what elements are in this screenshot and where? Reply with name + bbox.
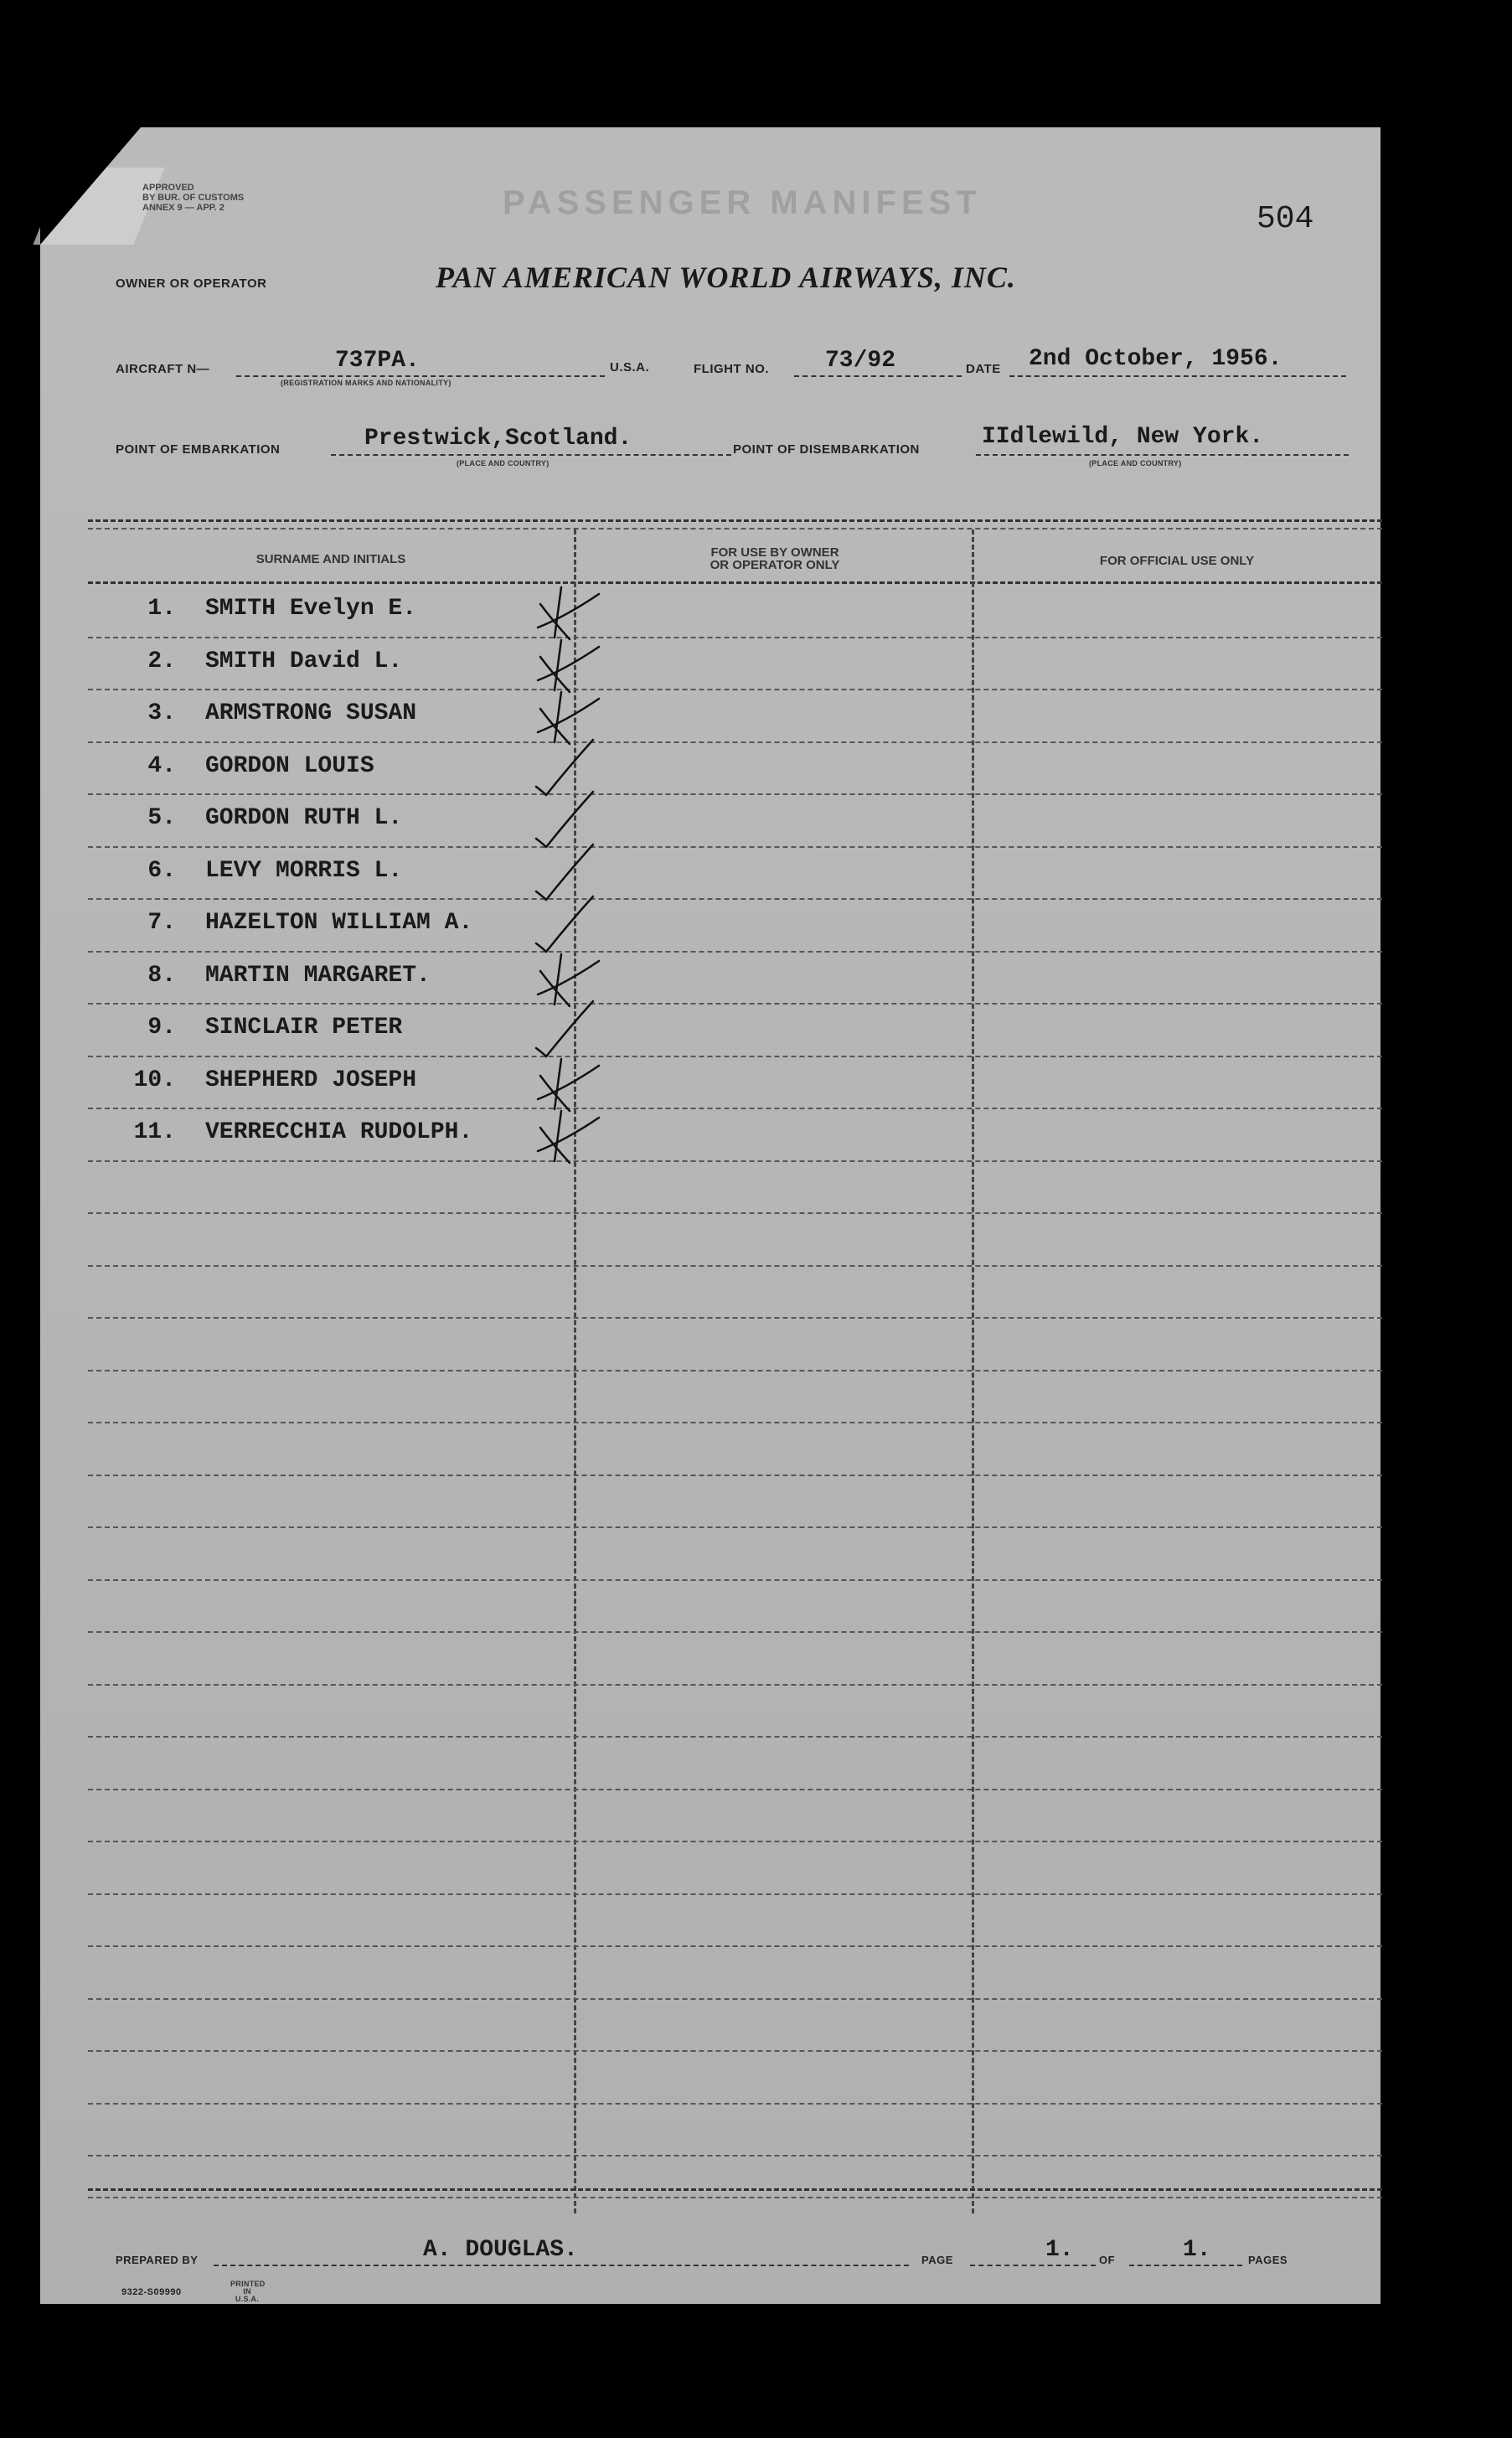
table-bottom-rule bbox=[88, 2188, 1382, 2191]
usa-label: U.S.A. bbox=[610, 360, 650, 374]
prepared-by-value: A. DOUGLAS. bbox=[423, 2237, 578, 2263]
passenger-number: 11. bbox=[133, 1119, 176, 1145]
passenger-name: SMITH Evelyn E. bbox=[205, 596, 417, 622]
disembarkation-sublabel: (PLACE AND COUNTRY) bbox=[1089, 459, 1182, 467]
table-top-rule bbox=[88, 519, 1382, 522]
of-value: 1. bbox=[1183, 2237, 1211, 2263]
row-rule bbox=[88, 846, 1382, 848]
passenger-name: HAZELTON WILLIAM A. bbox=[205, 910, 473, 936]
operator-name: PAN AMERICAN WORLD AIRWAYS, INC. bbox=[436, 261, 1016, 294]
row-rule bbox=[88, 2103, 1382, 2105]
owner-label: OWNER OR OPERATOR bbox=[116, 276, 267, 291]
column-divider-2 bbox=[972, 529, 974, 2213]
passenger-name: SHEPHERD JOSEPH bbox=[205, 1067, 417, 1093]
disembarkation-label: POINT OF DISEMBARKATION bbox=[733, 442, 920, 457]
passenger-number: 2. bbox=[147, 648, 176, 674]
passenger-number: 1. bbox=[147, 596, 176, 622]
disembarkation-value: IIdlewild, New York. bbox=[982, 424, 1264, 450]
passenger-name: VERRECCHIA RUDOLPH. bbox=[205, 1119, 473, 1145]
row-rule bbox=[88, 1526, 1382, 1528]
col-head-owner-use: FOR USE BY OWNER OR OPERATOR ONLY bbox=[710, 545, 840, 572]
aircraft-sublabel: (REGISTRATION MARKS AND NATIONALITY) bbox=[281, 379, 452, 387]
printer-mark: PRINTED IN U.S.A. bbox=[230, 2280, 266, 2303]
date-underline bbox=[1009, 375, 1346, 377]
row-rule bbox=[88, 689, 1382, 690]
row-rule bbox=[88, 898, 1382, 900]
prepared-underline bbox=[214, 2265, 909, 2266]
page-number: 504 bbox=[1257, 201, 1314, 237]
row-rule bbox=[88, 1003, 1382, 1005]
row-rule bbox=[88, 1422, 1382, 1423]
passenger-number: 7. bbox=[147, 910, 176, 936]
prepared-by-label: PREPARED BY bbox=[116, 2254, 199, 2266]
row-rule bbox=[88, 2155, 1382, 2156]
row-rule bbox=[88, 1370, 1382, 1371]
passenger-name: SINCLAIR PETER bbox=[205, 1015, 403, 1041]
passenger-number: 5. bbox=[147, 805, 176, 831]
row-rule bbox=[88, 1789, 1382, 1790]
row-rule bbox=[88, 1212, 1382, 1214]
form-reference: APPROVED BY BUR. OF CUSTOMS ANNEX 9 — APP. 2 bbox=[142, 183, 245, 213]
aircraft-underline bbox=[236, 375, 605, 377]
page-underline bbox=[970, 2265, 1096, 2266]
row-rule bbox=[88, 1160, 1382, 1162]
passenger-number: 6. bbox=[147, 857, 176, 884]
cross-mark-icon bbox=[528, 1103, 637, 1170]
form-number: 9322-S09990 bbox=[121, 2287, 182, 2297]
passenger-name: ARMSTRONG SUSAN bbox=[205, 700, 417, 726]
passenger-number: 8. bbox=[147, 962, 176, 989]
pages-label: PAGES bbox=[1248, 2254, 1288, 2266]
flight-label: FLIGHT NO. bbox=[694, 362, 769, 376]
page-corner-cut bbox=[40, 127, 141, 245]
flight-value: 73/92 bbox=[825, 348, 896, 374]
page-label: PAGE bbox=[921, 2254, 953, 2266]
table-bottom-rule-2 bbox=[88, 2197, 1382, 2198]
passenger-name: GORDON LOUIS bbox=[205, 752, 374, 779]
disembarkation-underline bbox=[976, 454, 1349, 456]
passenger-name: MARTIN MARGARET. bbox=[205, 962, 431, 989]
date-label: DATE bbox=[966, 362, 1001, 376]
page-value: 1. bbox=[1045, 2237, 1074, 2263]
row-rule bbox=[88, 1265, 1382, 1267]
row-rule bbox=[88, 793, 1382, 795]
passenger-number: 3. bbox=[147, 700, 176, 726]
row-rule bbox=[88, 1579, 1382, 1581]
aircraft-value: 737PA. bbox=[335, 348, 420, 374]
embarkation-sublabel: (PLACE AND COUNTRY) bbox=[457, 459, 550, 467]
embarkation-underline bbox=[331, 454, 731, 456]
passenger-name: SMITH David L. bbox=[205, 648, 403, 674]
row-rule bbox=[88, 1056, 1382, 1057]
col-head-official-use: FOR OFFICIAL USE ONLY bbox=[1099, 554, 1255, 568]
row-rule bbox=[88, 2050, 1382, 2052]
of-label: OF bbox=[1099, 2254, 1116, 2266]
of-underline bbox=[1129, 2265, 1242, 2266]
row-rule bbox=[88, 1736, 1382, 1738]
passenger-number: 9. bbox=[147, 1015, 176, 1041]
embarkation-value: Prestwick,Scotland. bbox=[364, 426, 632, 452]
row-rule bbox=[88, 1998, 1382, 2000]
row-rule bbox=[88, 1945, 1382, 1947]
row-rule bbox=[88, 1108, 1382, 1109]
row-rule bbox=[88, 741, 1382, 743]
row-rule bbox=[88, 1475, 1382, 1476]
row-rule bbox=[88, 951, 1382, 953]
row-rule bbox=[88, 1684, 1382, 1686]
header-bottom-rule bbox=[88, 581, 1382, 584]
row-rule bbox=[88, 1893, 1382, 1895]
embarkation-label: POINT OF EMBARKATION bbox=[116, 442, 281, 457]
row-rule bbox=[88, 1317, 1382, 1319]
aircraft-label: AIRCRAFT N— bbox=[116, 362, 210, 376]
passenger-name: GORDON RUTH L. bbox=[205, 805, 403, 831]
passenger-number: 10. bbox=[133, 1067, 176, 1093]
passenger-number: 4. bbox=[147, 752, 176, 779]
row-rule bbox=[88, 1631, 1382, 1633]
table-top-rule-2 bbox=[88, 528, 1382, 529]
row-rule bbox=[88, 1841, 1382, 1842]
col-head-surname: SURNAME AND INITIALS bbox=[255, 552, 406, 566]
date-value: 2nd October, 1956. bbox=[1029, 346, 1282, 372]
passenger-name: LEVY MORRIS L. bbox=[205, 857, 403, 884]
row-rule bbox=[88, 637, 1382, 638]
page-title: PASSENGER MANIFEST bbox=[503, 184, 982, 221]
flight-underline bbox=[794, 375, 962, 377]
